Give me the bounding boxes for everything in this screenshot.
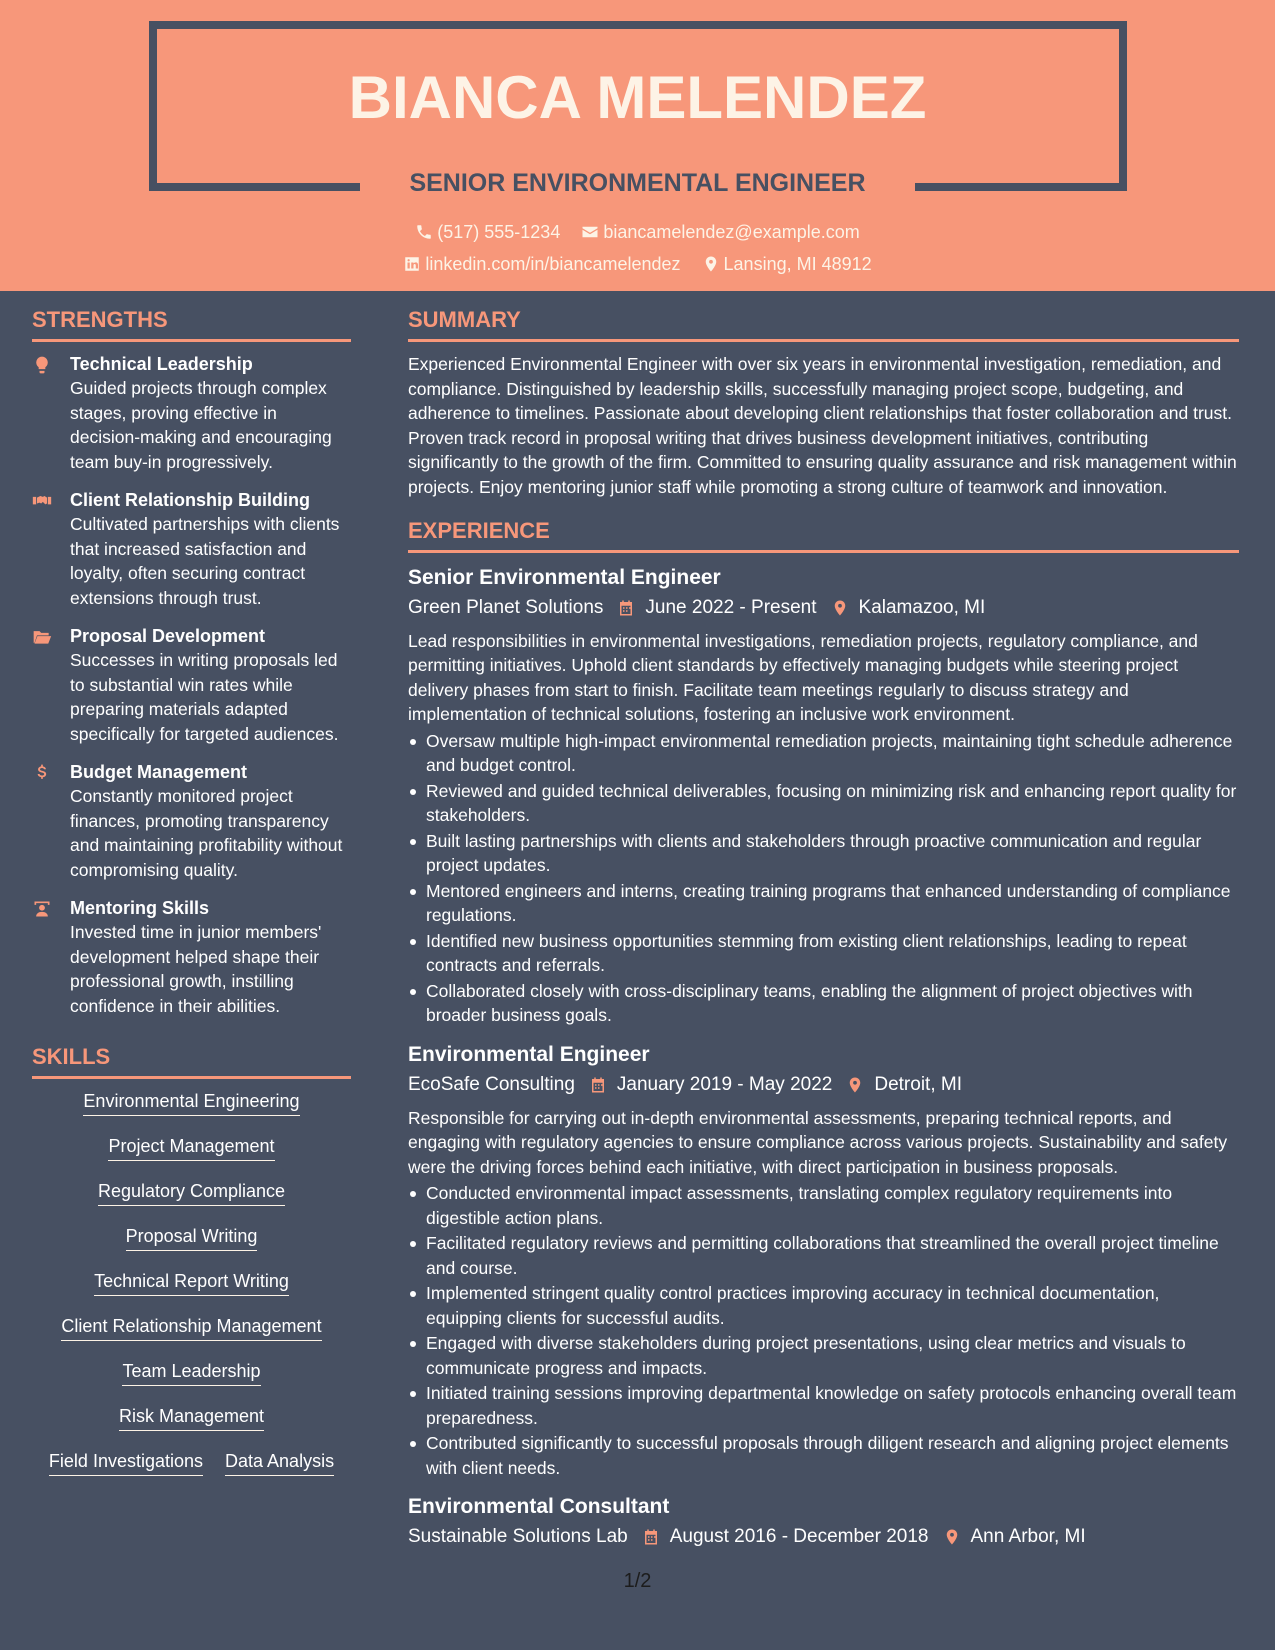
header <box>0 0 1275 291</box>
skill-tag: Environmental Engineering <box>83 1089 299 1116</box>
strength-item <box>32 896 351 1018</box>
job-dates: June 2022 - Present <box>645 596 817 618</box>
location-text: Lansing, MI 48912 <box>723 254 872 274</box>
list-item: Built lasting partnerships with clients and stakeholders through proactive communication and regular project updates. <box>408 829 1239 878</box>
lightbulb-icon <box>32 355 52 375</box>
contact-email[interactable] <box>581 219 859 245</box>
list-item: Conducted environmental impact assessments, translating complex regulatory requirements into digestible action plans. <box>408 1181 1239 1230</box>
contact-phone[interactable] <box>415 219 560 245</box>
skill-tag: Data Analysis <box>225 1449 334 1476</box>
dollar-icon <box>32 763 52 783</box>
handshake-icon <box>32 491 52 511</box>
job-bullets <box>408 729 1239 1028</box>
list-item: Contributed significantly to successful proposals through diligent research and aligning project elements with client needs. <box>408 1431 1239 1480</box>
job-location: Detroit, MI <box>874 1073 962 1095</box>
job-location: Kalamazoo, MI <box>858 596 986 618</box>
map-pin-icon <box>846 1076 864 1094</box>
strength-item <box>32 624 351 746</box>
job-dates: August 2016 - December 2018 <box>669 1526 929 1548</box>
job-title: Environmental Consultant <box>408 1495 670 1519</box>
job-meta <box>408 593 1239 623</box>
phone-text: (517) 555-1234 <box>437 222 561 242</box>
linkedin-text: linkedin.com/in/biancamelendez <box>425 254 681 274</box>
strength-item <box>32 760 351 882</box>
candidate-name: BIANCA MELENDEZ <box>348 64 927 131</box>
folder-icon <box>32 627 52 647</box>
strength-desc: Invested time in junior members' development helped shape their professional growth, instilling confidence in their abilities. <box>70 922 322 1016</box>
contact-row-2 <box>0 251 1275 280</box>
candidate-title: SENIOR ENVIRONMENTAL ENGINEER <box>409 169 866 197</box>
job-meta <box>408 1522 1239 1552</box>
job-entry <box>408 1492 1239 1552</box>
skill-tag: Risk Management <box>119 1404 264 1431</box>
email-text: biancamelendez@example.com <box>603 222 860 242</box>
strength-desc: Cultivated partnerships with clients that increased satisfaction and loyalty, often securing contract extensions through trust. <box>70 514 340 608</box>
job-company: EcoSafe Consulting <box>408 1073 575 1095</box>
strength-title: Mentoring Skills <box>70 898 210 918</box>
skill-tag: Client Relationship Management <box>61 1314 321 1341</box>
calendar-icon <box>589 1076 607 1094</box>
strength-desc: Constantly monitored project finances, promoting transparency and maintaining profitability without compromising quality. <box>70 786 343 880</box>
summary-heading: SUMMARY <box>408 305 1239 342</box>
job-title: Senior Environmental Engineer <box>408 565 721 589</box>
map-pin-icon <box>943 1528 961 1546</box>
strength-title: Proposal Development <box>70 626 266 646</box>
strengths-heading: STRENGTHS <box>32 305 351 342</box>
job-company: Green Planet Solutions <box>408 596 604 618</box>
list-item: Oversaw multiple high-impact environmental remediation projects, maintaining tight schedule adherence and budget control. <box>408 729 1239 778</box>
job-entry <box>408 563 1239 1028</box>
envelope-icon <box>581 223 599 241</box>
skill-tag: Team Leadership <box>122 1359 260 1386</box>
strength-title: Budget Management <box>70 762 248 782</box>
contact-linkedin[interactable] <box>403 251 680 277</box>
job-desc: Lead responsibilities in environmental investigations, remediation projects, regulatory compliance, and permitting initiatives. Uphold client standards by effectively managing budgets while steering project delivery phases from start to finish. Facilitate team meetings regularly to discuss strategy and implementation of technical solutions, fostering an inclusive work environment. <box>408 630 1198 725</box>
strength-desc: Successes in writing proposals led to substantial win rates while preparing materials adapted specifically for targeted audiences. <box>70 650 339 744</box>
skills-list <box>32 1089 351 1476</box>
job-entry <box>408 1040 1239 1481</box>
list-item: Implemented stringent quality control practices improving accuracy in technical documentation, equipping clients for successful audits. <box>408 1281 1239 1330</box>
contact-location <box>702 251 872 277</box>
list-item: Engaged with diverse stakeholders during project presentations, using clear metrics and visuals to communicate progress and impacts. <box>408 1331 1239 1380</box>
contact-row-1 <box>0 219 1275 248</box>
list-item: Reviewed and guided technical deliverables, focusing on minimizing risk and enhancing report quality for stakeholders. <box>408 779 1239 828</box>
skill-tag: Project Management <box>108 1134 274 1161</box>
skill-tag: Field Investigations <box>49 1449 203 1476</box>
list-item: Mentored engineers and interns, creating training programs that enhanced understanding of compliance regulations. <box>408 879 1239 928</box>
job-desc: Responsible for carrying out in-depth environmental assessments, preparing technical reports, and engaging with regulatory agencies to ensure compliance across various projects. Sustainability and safety were the driving forces behind each initiative, with direct participation in business proposals. <box>408 1107 1228 1177</box>
job-location: Ann Arbor, MI <box>970 1526 1086 1548</box>
calendar-icon <box>642 1528 660 1546</box>
right-column <box>408 305 1239 1564</box>
map-pin-icon <box>831 599 849 617</box>
list-item: Initiated training sessions improving departmental knowledge on safety protocols enhancing overall team preparedness. <box>408 1381 1239 1430</box>
teacher-icon <box>32 899 52 919</box>
job-bullets <box>408 1181 1239 1480</box>
skills-heading: SKILLS <box>32 1042 351 1079</box>
calendar-icon <box>617 599 635 617</box>
job-dates: January 2019 - May 2022 <box>616 1073 833 1095</box>
map-pin-icon <box>702 255 720 273</box>
list-item: Collaborated closely with cross-disciplinary teams, enabling the alignment of project objectives with broader business goals. <box>408 979 1239 1028</box>
page-number: 1/2 <box>623 1570 652 1592</box>
list-item: Facilitated regulatory reviews and permitting collaborations that streamlined the overall project timeline and course. <box>408 1231 1239 1280</box>
linkedin-icon <box>403 255 421 273</box>
job-company: Sustainable Solutions Lab <box>408 1526 628 1548</box>
strength-title: Client Relationship Building <box>70 490 310 510</box>
phone-icon <box>415 223 433 241</box>
experience-heading: EXPERIENCE <box>408 516 1239 553</box>
skill-tag: Regulatory Compliance <box>98 1179 285 1206</box>
skill-tag: Proposal Writing <box>126 1224 258 1251</box>
strength-item <box>32 488 351 610</box>
list-item: Identified new business opportunities stemming from existing client relationships, leading to repeat contracts and referrals. <box>408 929 1239 978</box>
job-title: Environmental Engineer <box>408 1042 650 1066</box>
strength-item <box>32 352 351 474</box>
strength-title: Technical Leadership <box>70 354 253 374</box>
skill-tag: Technical Report Writing <box>94 1269 289 1296</box>
summary-text: Experienced Environmental Engineer with over six years in environmental investigation, remediation, and compliance. Distinguished by leadership skills, successfully managing project scope, budgeting, and adherence to timelines. Passionate about developing client relationships that foster collaboration and trust. Proven track record in proposal writing that drives business development initiatives, contributing significantly to the growth of the firm. Committed to ensuring quality assurance and risk management within projects. Enjoy mentoring junior staff while promoting a strong culture of teamwork and innovation. <box>408 354 1237 497</box>
left-column <box>32 305 351 1494</box>
strength-desc: Guided projects through complex stages, proving effective in decision-making and encouraging team buy-in progressively. <box>70 378 332 472</box>
job-meta <box>408 1070 1239 1100</box>
